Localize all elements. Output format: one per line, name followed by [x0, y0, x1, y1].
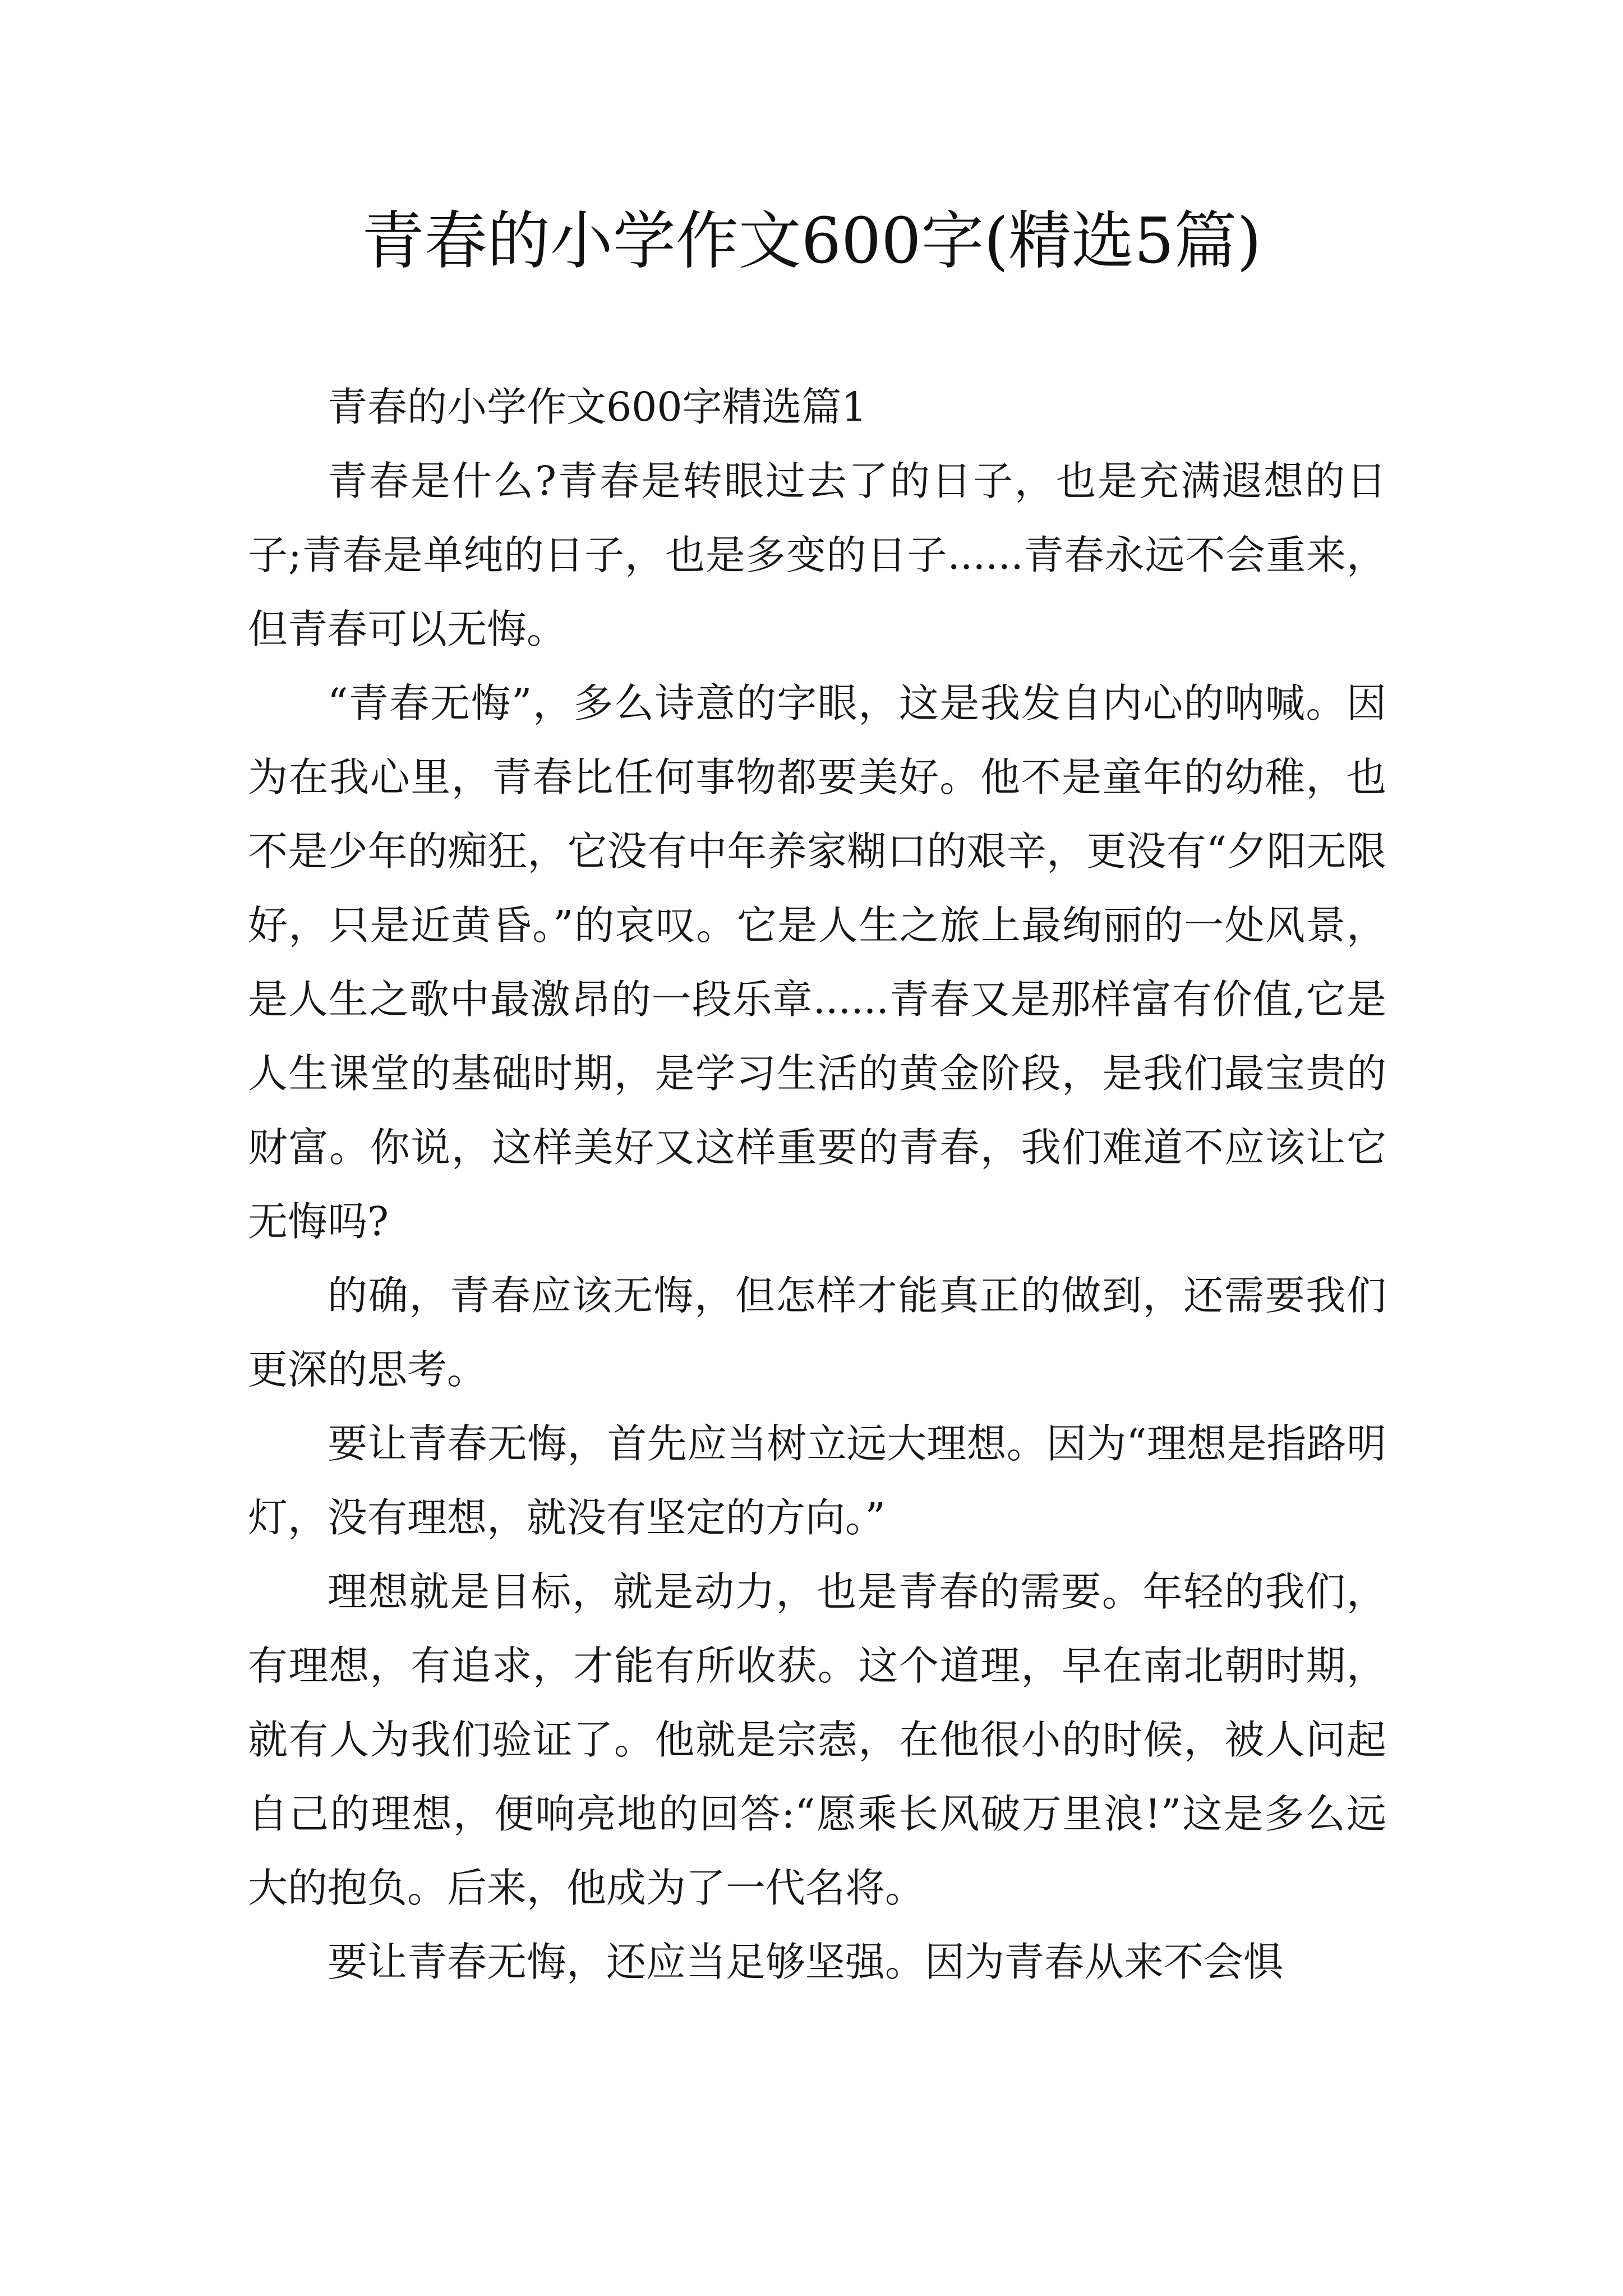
section-heading: 青春的小学作文600字精选篇1	[328, 384, 867, 430]
body-paragraph: 要让青春无悔，还应当足够坚强。因为青春从来不会惧	[328, 1939, 1284, 1985]
body-paragraph: 要让青春无悔，首先应当树立远大理想。因为“理想是指路明灯，没有理想，就没有坚定的方向。”	[248, 1420, 1386, 1541]
document-body	[248, 370, 1386, 1999]
body-paragraph: “青春无悔”，多么诗意的字眼，这是我发自内心的呐喊。因为在我心里，青春比任何事物都要美好。他不是童年的幼稚，也不是少年的痴狂，它没有中年养家糊口的艰辛，更没有“夕阳无限好，只是近黄昏。”的哀叹。它是人生之旅上最绚丽的一处风景，是人生之歌中最激昂的一段乐章......青春又是那样富有价值,它是人生课堂的基础时期，是学习生活的黄金阶段，是我们最宝贵的财富。你说，这样美好又这样重要的青春，我们难道不应该让它无悔吗?	[248, 680, 1386, 1245]
document-title: 青春的小学作文600字(精选5篇)	[361, 205, 1262, 278]
body-paragraph: 理想就是目标，就是动力，也是青春的需要。年轻的我们，有理想，有追求，才能有所收获。这个道理，早在南北朝时期，就有人为我们验证了。他就是宗悫，在他很小的时候，被人问起自己的理想，便响亮地的回答:“愿乘长风破万里浪!”这是多么远大的抱负。后来，他成为了一代名将。	[248, 1568, 1386, 1911]
body-paragraph: 青春是什么?青春是转眼过去了的日子，也是充满遐想的日子;青春是单纯的日子，也是多变的日子......青春永远不会重来，但青春可以无悔。	[248, 458, 1386, 652]
body-paragraph: 的确，青春应该无悔，但怎样才能真正的做到，还需要我们更深的思考。	[248, 1272, 1386, 1393]
